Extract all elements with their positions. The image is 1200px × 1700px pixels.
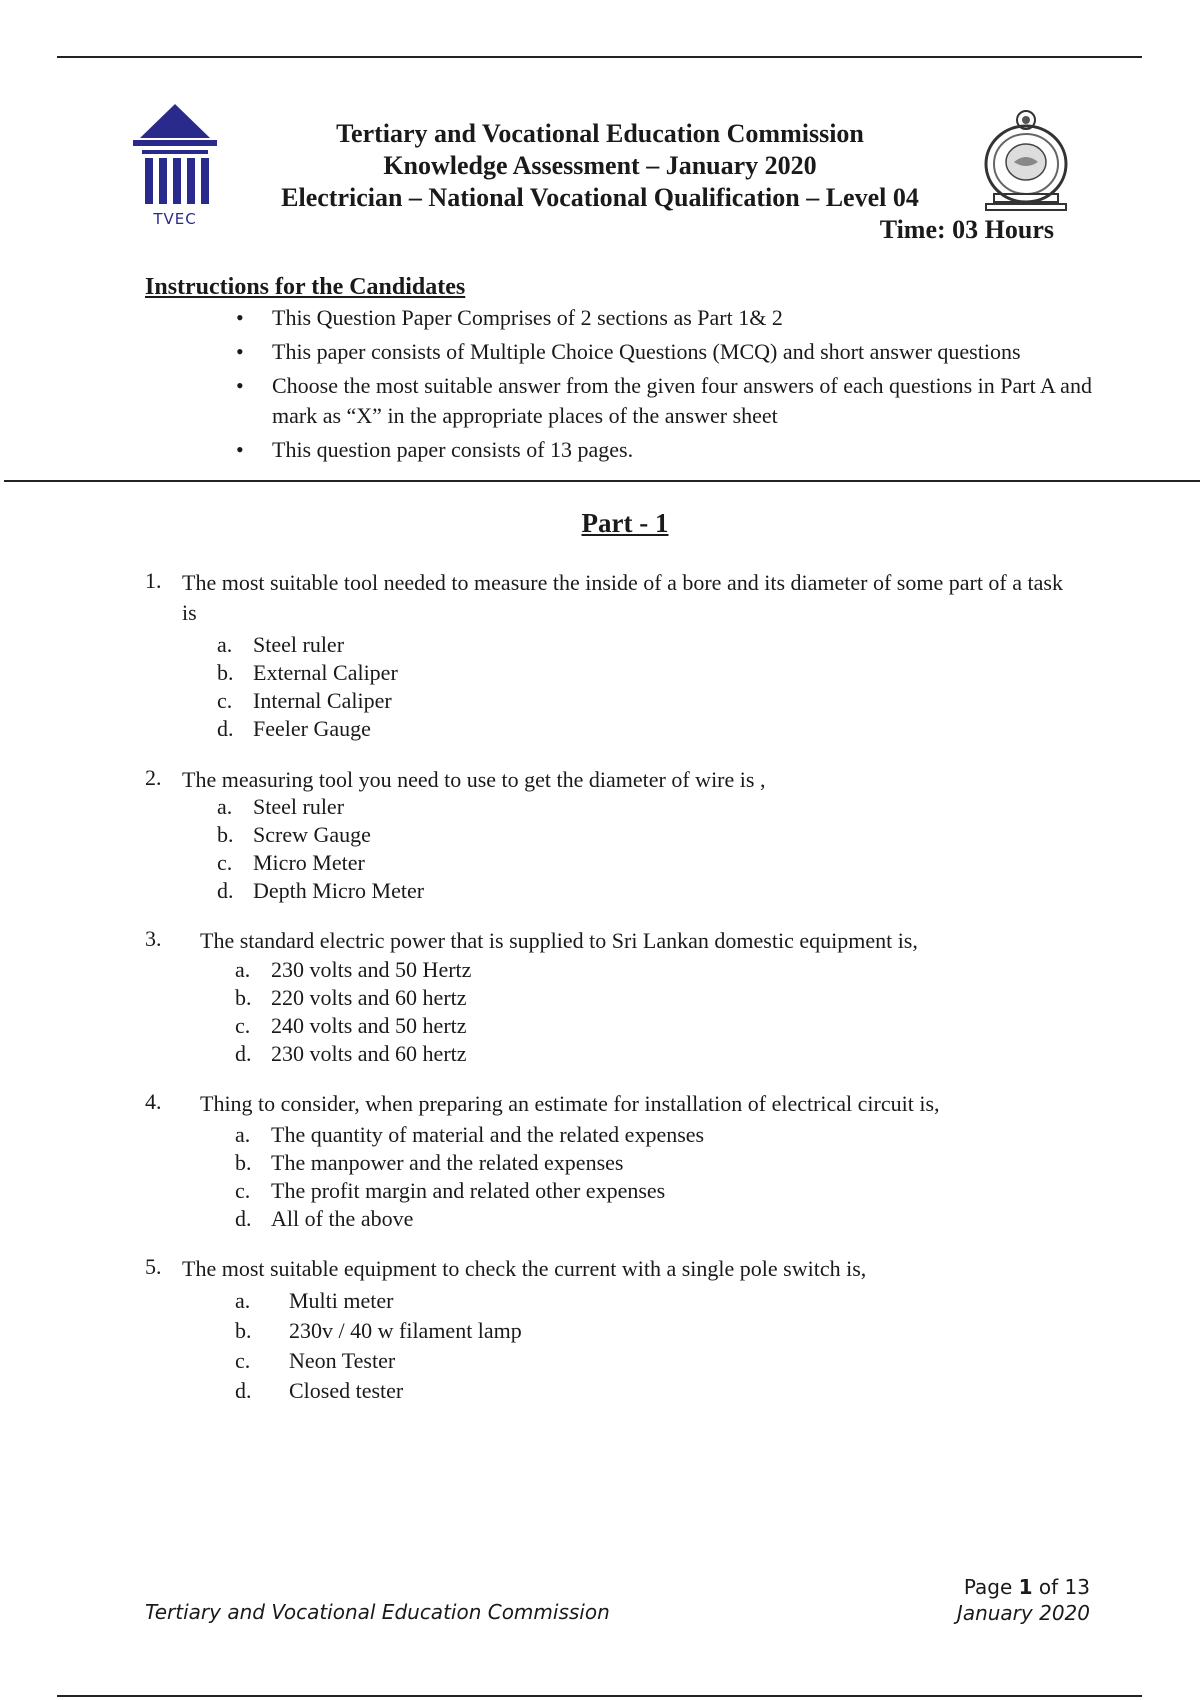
option-text: Neon Tester [289, 1348, 396, 1373]
instructions-heading: Instructions for the Candidates [145, 274, 466, 300]
question-number: 4. [145, 1089, 162, 1114]
option-text: 220 volts and 60 hertz [271, 985, 467, 1010]
option-text: 230 volts and 60 hertz [271, 1041, 467, 1066]
tvec-logo [130, 100, 220, 235]
option-text: Screw Gauge [253, 822, 371, 847]
page-total: of 13 [1038, 1575, 1090, 1599]
option-text: The manpower and the related expenses [271, 1150, 624, 1175]
option-item [217, 849, 1065, 877]
option-item [217, 715, 1065, 743]
option-item [217, 793, 1065, 821]
option-letter: c. [235, 1013, 251, 1038]
option-text: 240 volts and 50 hertz [271, 1013, 467, 1038]
option-item [217, 877, 1065, 905]
option-letter: c. [235, 1178, 251, 1203]
part-title: Part - 1 [581, 508, 669, 538]
option-text: Micro Meter [253, 850, 365, 875]
option-item [235, 1040, 1065, 1068]
question-number: 3. [145, 926, 162, 951]
option-item [235, 1177, 1065, 1205]
option-letter: c. [217, 850, 233, 875]
option-letter: d. [235, 1206, 252, 1231]
option-letter: a. [235, 957, 251, 982]
instruction-item: • This paper consists of Multiple Choice Questions (MCQ) and short answer questions [230, 337, 1110, 367]
option-item [235, 1286, 1065, 1316]
option-text: Multi meter [289, 1288, 394, 1313]
option-item [235, 984, 1065, 1012]
page-indicator [957, 1574, 1090, 1600]
footer-page-info [957, 1574, 1090, 1626]
question-3 [145, 926, 1065, 1068]
option-item [235, 1121, 1065, 1149]
option-item [217, 659, 1065, 687]
option-item [235, 956, 1065, 984]
footer-org: Tertiary and Vocational Education Commission [145, 1600, 610, 1624]
option-letter: d. [217, 878, 234, 903]
option-letter: a. [217, 794, 233, 819]
option-text: External Caliper [253, 660, 398, 685]
option-item [217, 687, 1065, 715]
option-letter: c. [235, 1348, 251, 1373]
option-letter: b. [235, 1150, 252, 1175]
tvec-logo-text: TVEC [153, 210, 197, 228]
option-item [235, 1376, 1065, 1406]
org-title: Tertiary and Vocational Education Commission [336, 119, 864, 148]
option-item [235, 1316, 1065, 1346]
page-number: 1 [1018, 1575, 1033, 1599]
option-letter: d. [217, 716, 234, 741]
option-text: Steel ruler [253, 794, 345, 819]
option-letter: a. [235, 1122, 251, 1147]
option-item [217, 631, 1065, 659]
option-text: All of the above [271, 1206, 414, 1231]
page-label: Page [963, 1575, 1013, 1599]
instruction-item: • This Question Paper Comprises of 2 sections as Part 1& 2 [230, 303, 1110, 333]
option-letter: c. [217, 688, 233, 713]
option-letter: b. [235, 1318, 252, 1343]
question-2 [145, 765, 1065, 905]
option-text: Steel ruler [253, 632, 345, 657]
option-item [235, 1346, 1065, 1376]
option-letter: a. [235, 1288, 251, 1313]
option-text: Closed tester [289, 1378, 404, 1403]
option-item [217, 821, 1065, 849]
option-letter: d. [235, 1041, 252, 1066]
time-label: Time: 03 Hours [879, 215, 1054, 244]
option-text: The quantity of material and the related expenses [271, 1122, 705, 1147]
question-5 [145, 1254, 1065, 1406]
bottom-rule [57, 1695, 1142, 1697]
option-text: 230v / 40 w filament lamp [289, 1318, 522, 1343]
option-letter: b. [217, 660, 234, 685]
option-letter: b. [235, 985, 252, 1010]
instructions-list [230, 303, 1110, 469]
option-text: The profit margin and related other expenses [271, 1178, 666, 1203]
section-divider [4, 480, 1200, 482]
option-item [235, 1012, 1065, 1040]
question-1 [145, 568, 1065, 743]
question-text: The most suitable tool needed to measure the inside of a bore and its diameter of some part of a task is [182, 570, 1063, 625]
instruction-item: • This question paper consists of 13 pages. [230, 435, 1110, 465]
question-number: 5. [145, 1254, 162, 1279]
option-letter: b. [217, 822, 234, 847]
question-text: Thing to consider, when preparing an estimate for installation of electrical circuit is, [200, 1091, 940, 1116]
footer-date: January 2020 [956, 1601, 1090, 1625]
assessment-title: Knowledge Assessment – January 2020 [383, 151, 817, 180]
option-letter: d. [235, 1378, 252, 1403]
question-text: The most suitable equipment to check the current with a single pole switch is, [182, 1256, 867, 1281]
question-4 [145, 1089, 1065, 1233]
question-text: The measuring tool you need to use to get the diameter of wire is , [182, 767, 766, 792]
instruction-item: • Choose the most suitable answer from the given four answers of each questions in Part A and mark as “X” in the appropriate places of the answer sheet [230, 371, 1110, 431]
option-text: Depth Micro Meter [253, 878, 425, 903]
option-text: Internal Caliper [253, 688, 392, 713]
question-number: 1. [145, 568, 162, 593]
question-number: 2. [145, 765, 162, 790]
top-rule [57, 56, 1142, 58]
question-text: The standard electric power that is supplied to Sri Lankan domestic equipment is, [200, 928, 918, 953]
course-title: Electrician – National Vocational Qualification – Level 04 [281, 183, 919, 212]
option-text: Feeler Gauge [253, 716, 371, 741]
option-text: 230 volts and 50 Hertz [271, 957, 472, 982]
option-item [235, 1205, 1065, 1233]
option-item [235, 1149, 1065, 1177]
option-letter: a. [217, 632, 233, 657]
